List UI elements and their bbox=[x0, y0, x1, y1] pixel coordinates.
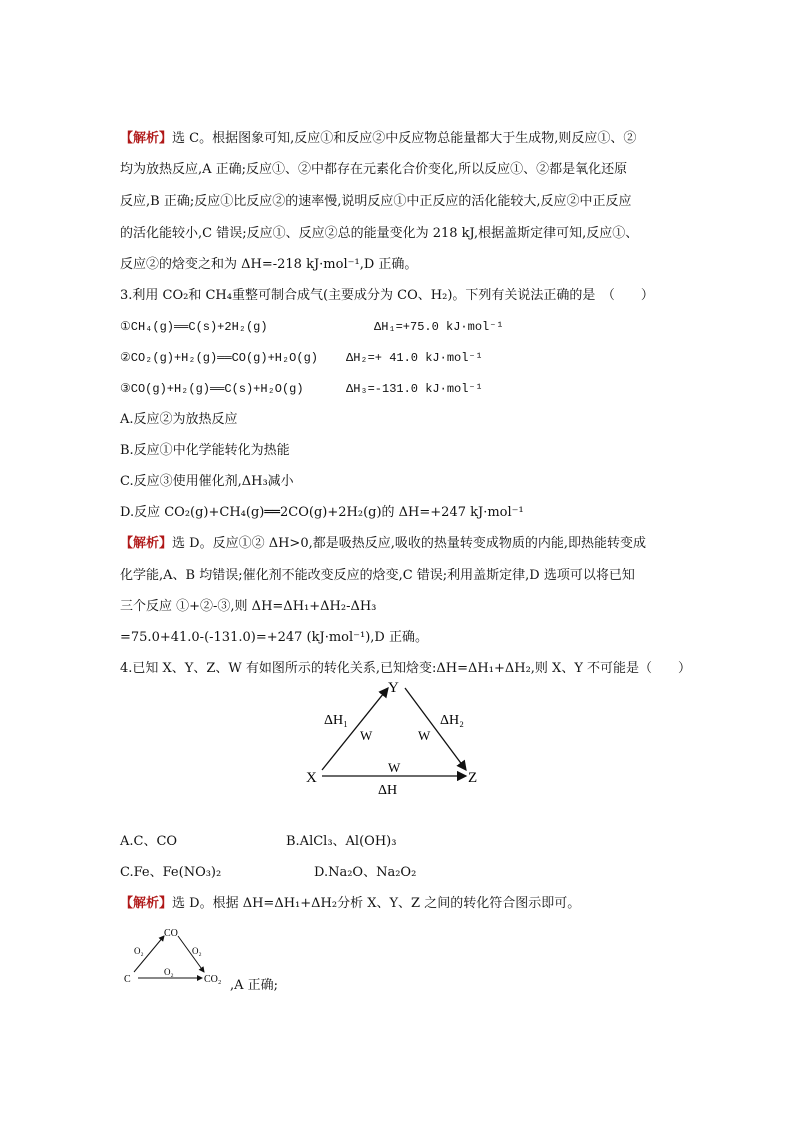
analysis3-line-2: ,A 正确; bbox=[230, 978, 279, 993]
question-3-stem: 3.利用 CO₂和 CH₄重整可制合成气(主要成分为 CO、H₂)。下列有关说法正确的是 （ ） bbox=[120, 288, 654, 303]
label-dh2: ΔH₂ bbox=[440, 713, 464, 728]
node-y: Y bbox=[388, 680, 399, 696]
label-w-right: W bbox=[418, 728, 431, 743]
question-4-stem: 4.已知 X、Y、Z、W 有如图所示的转化关系,已知焓变:ΔH=ΔH₁+ΔH₂,则 X、Y 不可能是（ ） bbox=[120, 661, 692, 676]
reaction-1-enthalpy: ΔH₁=+75.0 kJ·mol⁻¹ bbox=[374, 320, 504, 334]
label-dh: ΔH bbox=[378, 783, 398, 798]
arrow-y-to-z bbox=[405, 688, 466, 770]
analysis3-line-1: 【解析】选 D。根据 ΔH=ΔH₁+ΔH₂分析 X、Y、Z 之间的转化符合图示即可。 bbox=[120, 896, 581, 911]
reaction-3: ③CO(g)+H₂(g)══C(s)+H₂O(g) bbox=[120, 382, 304, 396]
option-4-c: C.Fe、Fe(NO₃)₂ bbox=[120, 865, 222, 880]
option-4-d: D.Na₂O、Na₂O₂ bbox=[314, 865, 417, 880]
carbon-triangle-diagram bbox=[122, 924, 228, 990]
option-4-a: A.C、CO bbox=[120, 834, 178, 849]
node-co: CO bbox=[164, 928, 178, 939]
reaction-2: ②CO₂(g)+H₂(g)══CO(g)+H₂O(g) bbox=[120, 351, 318, 365]
reaction-3-enthalpy: ΔH₃=-131.0 kJ·mol⁻¹ bbox=[346, 382, 483, 396]
option-4-b: B.AlCl₃、Al(OH)₃ bbox=[286, 834, 397, 849]
label-o2-right: O₂ bbox=[192, 946, 202, 956]
label-o2-bottom: O₂ bbox=[164, 967, 174, 977]
analysis2-line-4: =75.0+41.0-(-131.0)=+247 (kJ·mol⁻¹),D 正确。 bbox=[120, 630, 428, 645]
analysis-line-1: 【解析】选 C。根据图象可知,反应①和反应②中反应物总能量都大于生成物,则反应①、② bbox=[120, 131, 637, 146]
analysis2-line-3: 三个反应 ①+②-③,则 ΔH=ΔH₁+ΔH₂-ΔH₃ bbox=[120, 599, 377, 614]
analysis-line-2: 均为放热反应,A 正确;反应①、②中都存在元素化合价变化,所以反应①、②都是氧化还原 bbox=[120, 162, 628, 177]
analysis-tag: 【解析】 bbox=[120, 896, 173, 911]
analysis-tag: 【解析】 bbox=[120, 536, 173, 551]
option-3-a: A.反应②为放热反应 bbox=[120, 412, 238, 427]
node-co2: CO₂ bbox=[204, 974, 222, 985]
analysis-line-3: 反应,B 正确;反应①比反应②的速率慢,说明反应①中正反应的活化能较大,反应②中正反应 bbox=[120, 194, 632, 209]
analysis-tag: 【解析】 bbox=[120, 131, 173, 146]
reaction-2-enthalpy: ΔH₂=+ 41.0 kJ·mol⁻¹ bbox=[346, 351, 483, 365]
node-x: X bbox=[306, 770, 317, 786]
analysis2-line-1: 【解析】选 D。反应①② ΔH>0,都是吸热反应,吸收的热量转变成物质的内能,即热能转变成 bbox=[120, 536, 646, 551]
analysis-line-5: 反应②的焓变之和为 ΔH=-218 kJ·mol⁻¹,D 正确。 bbox=[120, 257, 418, 272]
option-3-b: B.反应①中化学能转化为热能 bbox=[120, 443, 290, 458]
node-z: Z bbox=[468, 770, 478, 786]
node-c: C bbox=[124, 974, 131, 985]
label-w-left: W bbox=[360, 728, 373, 743]
arrow-x-to-y bbox=[322, 688, 388, 770]
reaction-1: ①CH₄(g)══C(s)+2H₂(g) bbox=[120, 320, 268, 334]
xyz-triangle-diagram bbox=[300, 672, 500, 802]
option-3-d: D.反应 CO₂(g)+CH₄(g)══2CO(g)+2H₂(g)的 ΔH=+247 kJ·mol⁻¹ bbox=[120, 505, 524, 520]
label-o2-left: O₂ bbox=[134, 946, 144, 956]
analysis2-line-2: 化学能,A、B 均错误;催化剂不能改变反应的焓变,C 错误;利用盖斯定律,D 选项可以将已知 bbox=[120, 568, 635, 583]
label-dh1: ΔH₁ bbox=[324, 713, 348, 728]
analysis-line-4: 的活化能较小,C 错误;反应①、反应②总的能量变化为 218 kJ,根据盖斯定律可知,反应①、 bbox=[120, 226, 639, 241]
label-w-bottom: W bbox=[388, 760, 401, 775]
option-3-c: C.反应③使用催化剂,ΔH₃减小 bbox=[120, 474, 294, 489]
